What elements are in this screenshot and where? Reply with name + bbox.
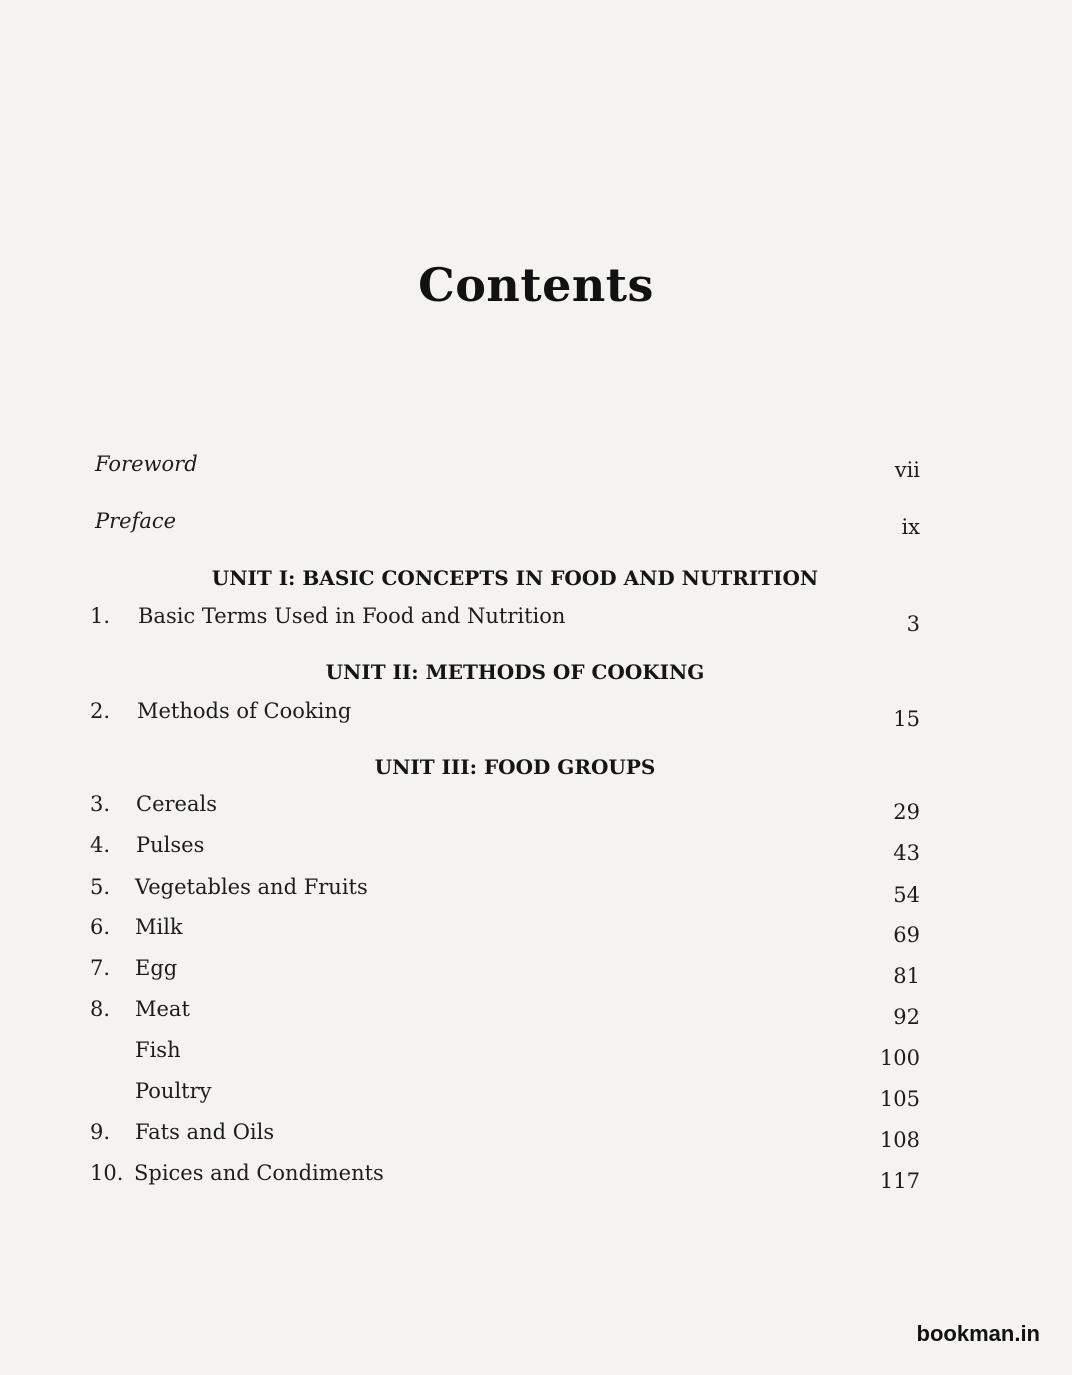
toc-entry-page: 15 bbox=[893, 707, 920, 731]
toc-entry-page: ix bbox=[901, 515, 920, 539]
toc-entry-number: 1. bbox=[90, 604, 111, 628]
toc-entry-page: 105 bbox=[879, 1087, 920, 1111]
toc-entry-label: Spices and Condiments bbox=[134, 1161, 384, 1185]
toc-entry-number: 6. bbox=[90, 915, 111, 939]
unit-heading-2: UNIT II: METHODS OF COOKING bbox=[325, 660, 705, 684]
toc-entry-page: 69 bbox=[893, 923, 920, 947]
toc-entry-number: 8. bbox=[90, 997, 111, 1021]
toc-entry-number: 5. bbox=[90, 875, 111, 899]
watermark: bookman.in bbox=[916, 1321, 1040, 1346]
toc-entry[interactable] bbox=[0, 792, 1072, 828]
toc-entry-page: 81 bbox=[893, 964, 920, 988]
toc-entry[interactable] bbox=[0, 956, 1072, 992]
toc-entry-number: 3. bbox=[90, 792, 111, 816]
toc-entry-label: Fats and Oils bbox=[135, 1120, 275, 1144]
toc-entry-page: 29 bbox=[893, 800, 920, 824]
toc-entry-number: 7. bbox=[90, 956, 111, 980]
toc-entry[interactable] bbox=[0, 604, 1072, 640]
toc-entry-number: 2. bbox=[90, 699, 111, 723]
toc-entry[interactable] bbox=[0, 875, 1072, 911]
unit-heading-3: UNIT III: FOOD GROUPS bbox=[374, 755, 656, 779]
toc-entry-number: 9. bbox=[90, 1120, 111, 1144]
toc-entry-label: Egg bbox=[135, 956, 178, 980]
toc-entry-page: 92 bbox=[893, 1005, 920, 1029]
toc-entry[interactable] bbox=[0, 699, 1072, 735]
toc-entry[interactable] bbox=[0, 1120, 1072, 1156]
toc-entry-foreword[interactable] bbox=[0, 452, 1072, 488]
toc-entry-page: 100 bbox=[879, 1046, 920, 1070]
toc-entry[interactable] bbox=[0, 915, 1072, 951]
toc-entry-label: Poultry bbox=[135, 1079, 212, 1103]
toc-entry-page: 43 bbox=[893, 841, 920, 865]
toc-entry-label: Preface bbox=[95, 509, 177, 533]
unit-heading-1: UNIT I: BASIC CONCEPTS IN FOOD AND NUTRITION bbox=[211, 566, 819, 590]
toc-entry-label: Methods of Cooking bbox=[137, 699, 352, 723]
toc-entry-page: 108 bbox=[879, 1128, 920, 1152]
toc-entry-label: Fish bbox=[135, 1038, 181, 1062]
toc-entry-number: 10. bbox=[90, 1161, 124, 1185]
toc-entry-page: 117 bbox=[879, 1169, 920, 1193]
toc-entry-page: 3 bbox=[906, 612, 920, 636]
toc-entry-label: Meat bbox=[135, 997, 190, 1021]
toc-entry-page: 54 bbox=[893, 883, 920, 907]
toc-entry-page: vii bbox=[894, 458, 920, 482]
toc-entry-label: Pulses bbox=[136, 833, 205, 857]
toc-entry[interactable] bbox=[0, 833, 1072, 869]
toc-entry-label: Foreword bbox=[95, 452, 198, 476]
toc-entry[interactable] bbox=[0, 997, 1072, 1033]
toc-entry-label: Basic Terms Used in Food and Nutrition bbox=[138, 604, 566, 628]
toc-entry-label: Milk bbox=[135, 915, 183, 939]
toc-entry-number: 4. bbox=[90, 833, 111, 857]
toc-entry-label: Vegetables and Fruits bbox=[135, 875, 368, 899]
toc-entry[interactable] bbox=[0, 1038, 1072, 1074]
toc-entry[interactable] bbox=[0, 1079, 1072, 1115]
toc-entry[interactable] bbox=[0, 1161, 1072, 1197]
toc-entry-label: Cereals bbox=[136, 792, 217, 816]
toc-entry-preface[interactable] bbox=[0, 509, 1072, 545]
page-title: Contents bbox=[418, 258, 654, 312]
